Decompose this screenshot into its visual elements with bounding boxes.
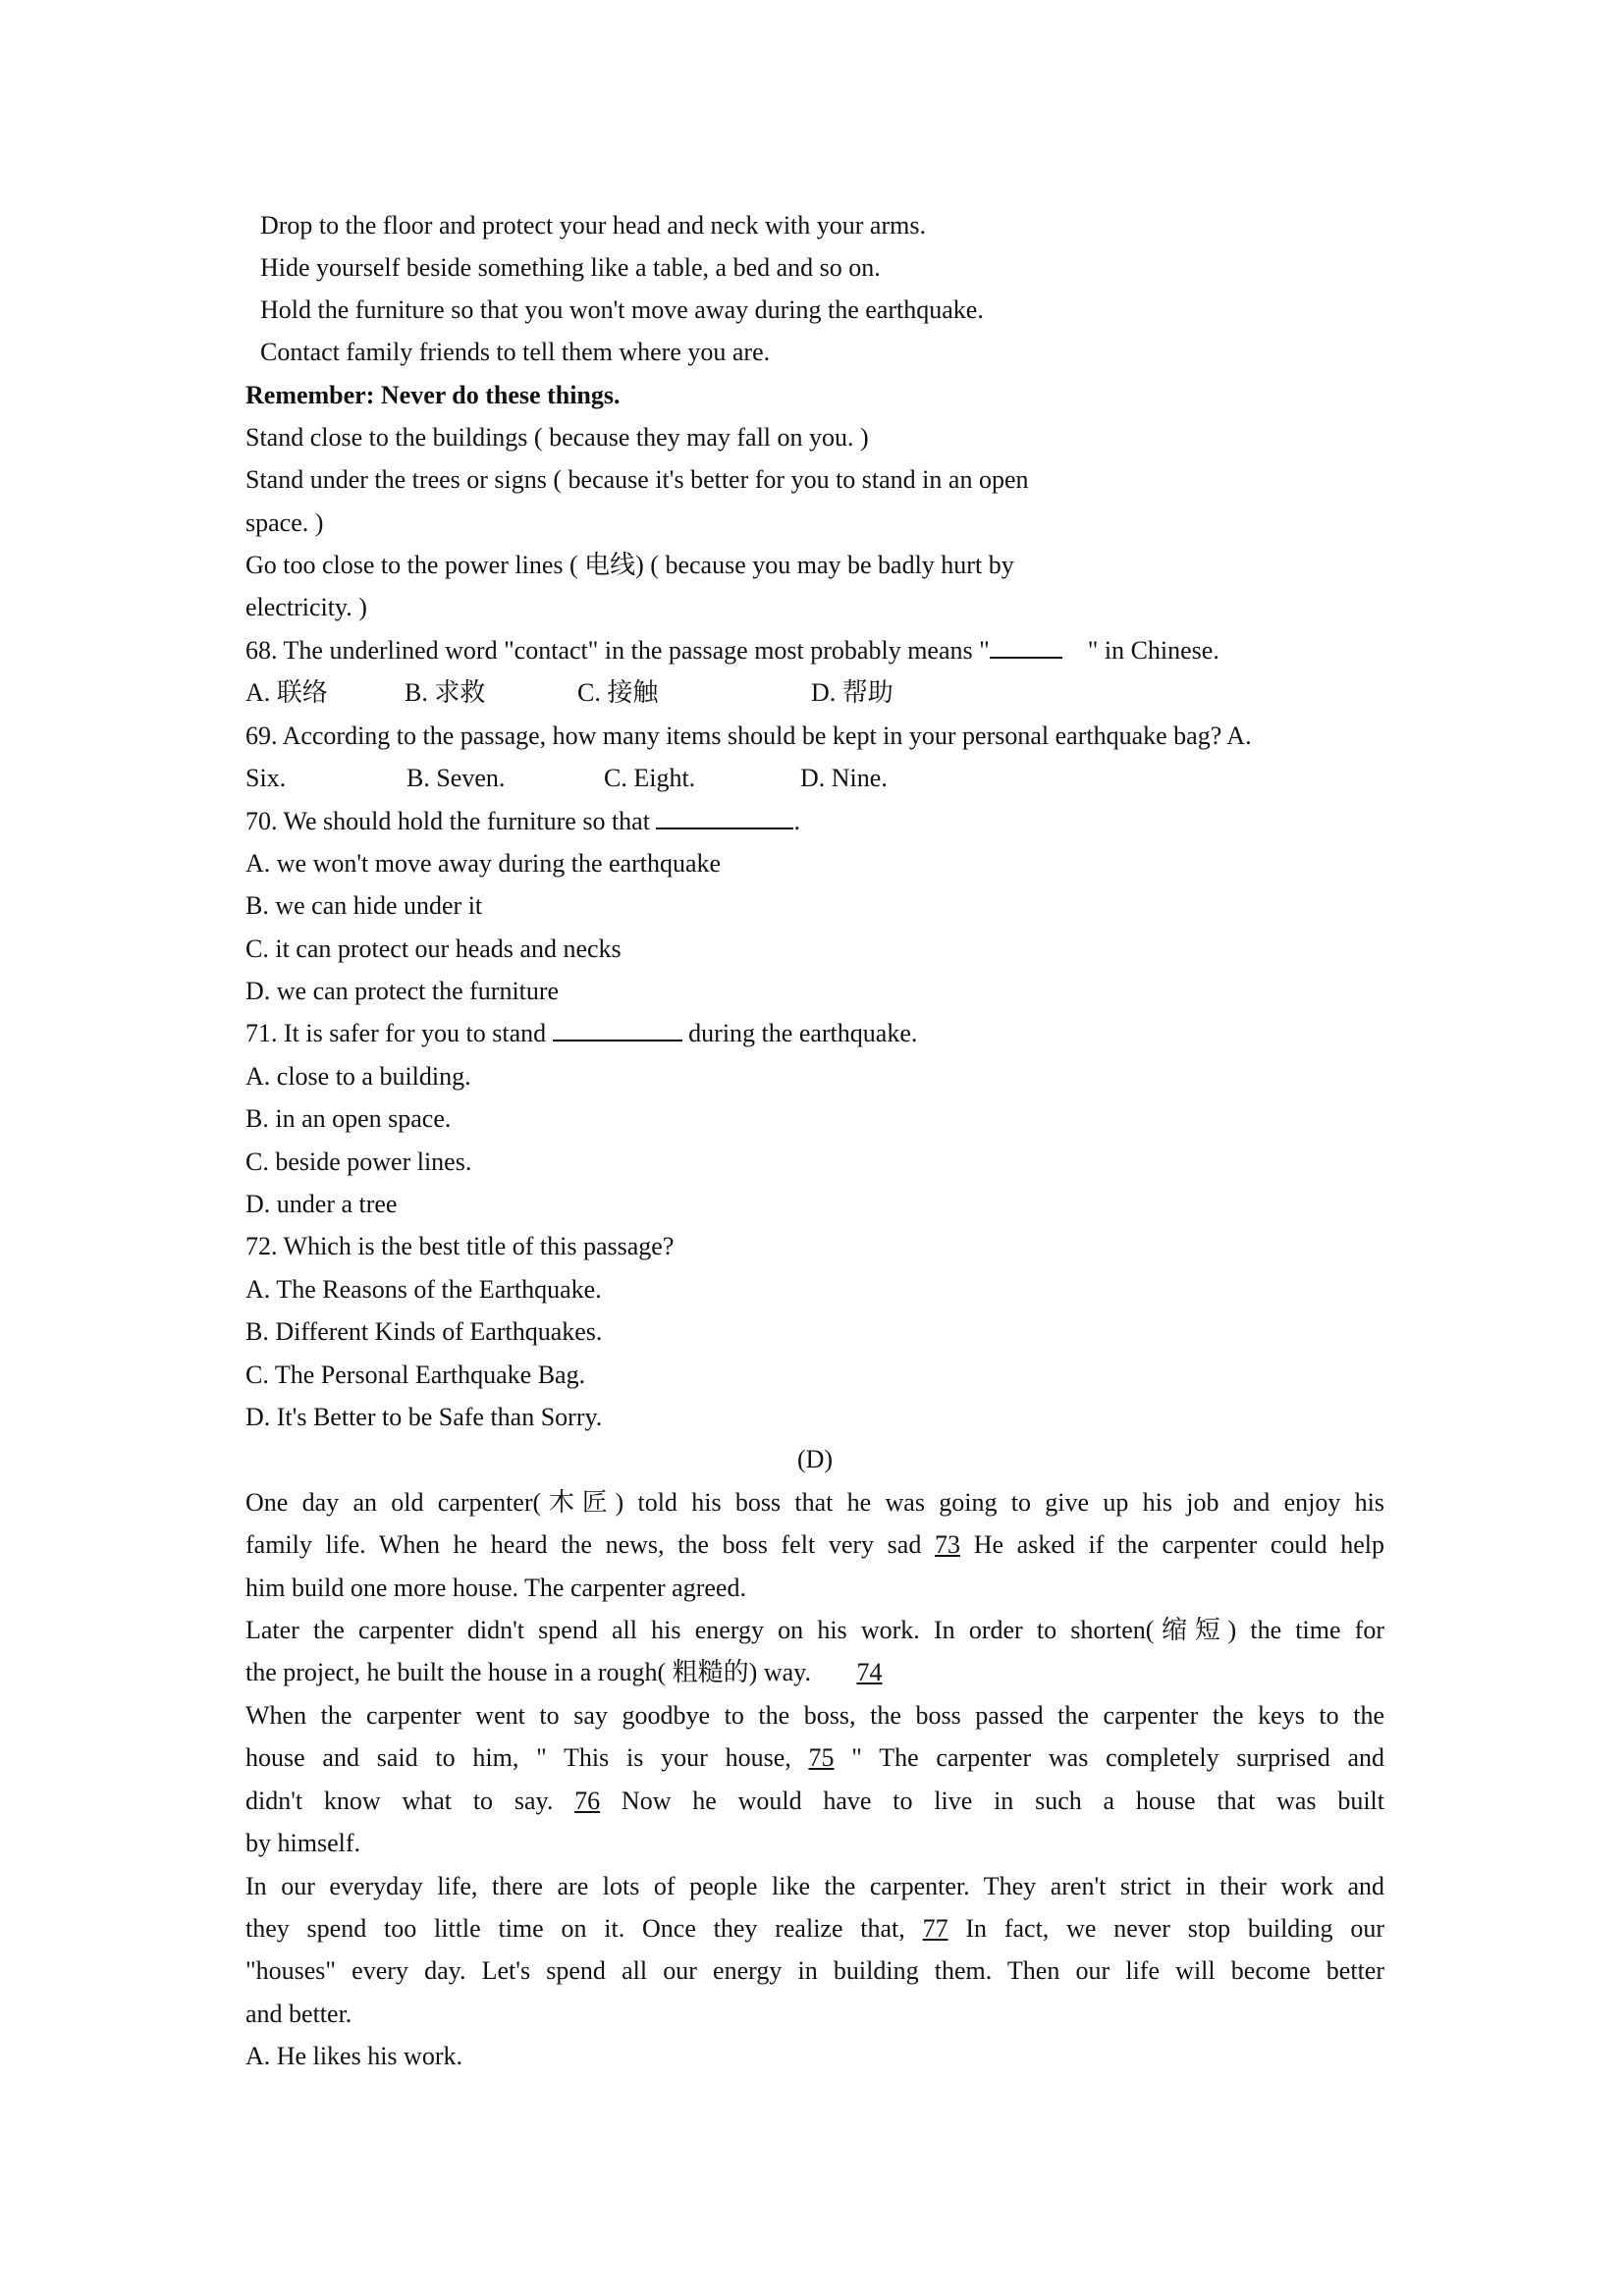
option-c: C. 接触: [577, 678, 659, 707]
passage-text: In fact, we never stop building our: [965, 1914, 1384, 1943]
passage-line: [245, 1741, 1384, 1775]
never-line: space. ): [245, 508, 324, 537]
option-a: Six.: [245, 764, 287, 792]
option-a: A. He likes his work.: [245, 2042, 462, 2070]
blank-74: 74: [856, 1658, 883, 1686]
passage-text: the project, he built the house in a rough( 粗糙的) way.: [245, 1658, 811, 1686]
passage-line: him build one more house. The carpenter agreed.: [245, 1574, 746, 1602]
never-line: Stand close to the buildings ( because they may fall on you. ): [245, 423, 869, 452]
question-stem: 70. We should hold the furniture so that: [245, 807, 650, 835]
passage-line: by himself.: [245, 1829, 360, 1857]
never-line: Go too close to the power lines ( 电线) ( because you may be badly hurt by: [245, 551, 1014, 579]
passage-line: [245, 1656, 882, 1689]
passage-text: didn't know what to say.: [245, 1787, 554, 1815]
tip-line: Hold the furniture so that you won't move away during the earthquake.: [260, 295, 984, 324]
passage-text: family life. When he heard the news, the boss felt very sad: [245, 1530, 922, 1559]
option-a: A. we won't move away during the earthquake: [245, 849, 722, 878]
question-69: 69. According to the passage, how many items should be kept in your personal earthquake bag? A.: [245, 721, 1252, 750]
option-d: D. Nine.: [800, 764, 888, 792]
blank-73: 73: [935, 1530, 961, 1559]
section-label: (D): [796, 1445, 834, 1473]
passage-line: In our everyday life, there are lots of people like the carpenter. They aren't strict in their work and: [245, 1872, 1384, 1900]
passage-line: Later the carpenter didn't spend all his energy on his work. In order to shorten(缩短) the time for: [245, 1616, 1384, 1644]
passage-line: and better.: [245, 2000, 352, 2028]
option-c: C. Eight.: [604, 764, 696, 792]
passage-line: [245, 1785, 1384, 1818]
option-d: D. It's Better to be Safe than Sorry.: [245, 1403, 603, 1431]
question-72: 72. Which is the best title of this passage?: [245, 1232, 675, 1260]
question-70: [245, 805, 800, 838]
option-b: B. Different Kinds of Earthquakes.: [245, 1317, 603, 1346]
passage-text: " The carpenter was completely surprised and: [851, 1743, 1385, 1772]
passage-text: house and said to him, " This is your house,: [245, 1743, 791, 1772]
answer-blank: [553, 1040, 682, 1041]
option-a: A. 联络: [245, 678, 328, 707]
passage-line: One day an old carpenter(木匠) told his boss that he was going to give up his job and enjoy his: [245, 1488, 1384, 1517]
blank-75: 75: [808, 1743, 835, 1772]
question-stem: " in Chinese.: [1087, 636, 1219, 665]
option-b: B. 求救: [405, 678, 486, 707]
option-d: D. we can protect the furniture: [245, 977, 560, 1005]
tip-line: Contact family friends to tell them where you are.: [260, 338, 771, 366]
passage-text: Now he would have to live in such a house that was built: [621, 1787, 1384, 1815]
passage-line: [245, 1912, 1384, 1946]
blank-76: 76: [574, 1787, 601, 1815]
never-line: Stand under the trees or signs ( because it's better for you to stand in an open: [245, 465, 1029, 494]
option-c: C. it can protect our heads and necks: [245, 934, 622, 963]
passage-line: "houses" every day. Let's spend all our energy in building them. Then our life will become better: [245, 1956, 1384, 1985]
passage-line: When the carpenter went to say goodbye to the boss, the boss passed the carpenter the keys to the: [245, 1701, 1384, 1730]
option-a: A. close to a building.: [245, 1062, 471, 1091]
tip-line: Hide yourself beside something like a table, a bed and so on.: [260, 253, 881, 282]
passage-text: He asked if the carpenter could help: [973, 1530, 1385, 1559]
passage-line: [245, 1528, 1384, 1562]
option-b: B. we can hide under it: [245, 891, 483, 920]
blank-77: 77: [922, 1914, 948, 1943]
option-c: C. beside power lines.: [245, 1148, 472, 1176]
question-stem-end: .: [793, 807, 800, 835]
question-71: [245, 1017, 917, 1050]
tip-line: Drop to the floor and protect your head and neck with your arms.: [260, 211, 926, 240]
option-a: A. The Reasons of the Earthquake.: [245, 1275, 602, 1304]
answer-blank: [990, 657, 1062, 659]
option-d: D. under a tree: [245, 1190, 398, 1218]
option-b: B. Seven.: [406, 764, 506, 792]
remember-heading: Remember: Never do these things.: [245, 381, 621, 409]
question-68: [245, 634, 1219, 667]
option-d: D. 帮助: [811, 678, 893, 707]
question-stem: 71. It is safer for you to stand: [245, 1019, 547, 1047]
never-line: electricity. ): [245, 593, 367, 621]
question-stem: 68. The underlined word "contact" in the passage most probably means ": [245, 636, 990, 665]
passage-text: they spend too little time on it. Once they realize that,: [245, 1914, 905, 1943]
option-b: B. in an open space.: [245, 1104, 452, 1133]
option-c: C. The Personal Earthquake Bag.: [245, 1361, 586, 1389]
question-stem: during the earthquake.: [688, 1019, 918, 1047]
answer-blank: [656, 828, 793, 829]
